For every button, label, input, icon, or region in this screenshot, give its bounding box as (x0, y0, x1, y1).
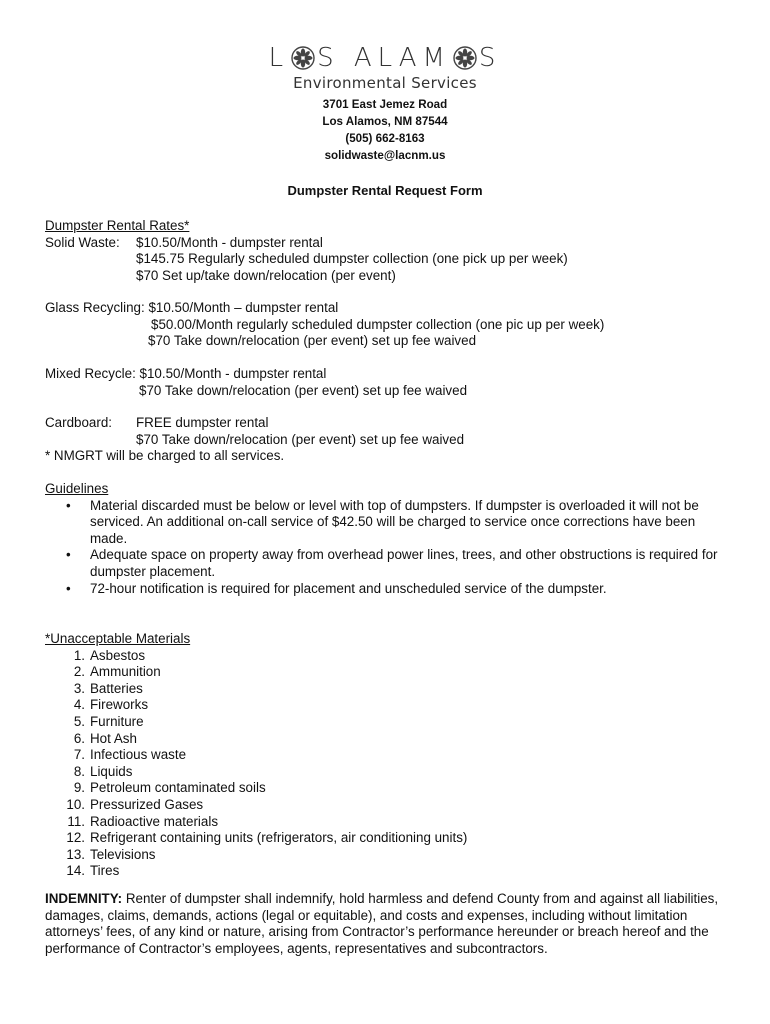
indemnity-section (45, 891, 735, 957)
address-email: solidwaste@lacnm.us (324, 149, 446, 162)
bullet-icon: • (66, 547, 71, 563)
cardboard-rate-2: $70 Take down/relocation (per event) set up fee waived (136, 431, 465, 447)
material-number: 14. (66, 863, 85, 879)
materials-section (45, 631, 735, 880)
material-item (45, 830, 735, 847)
glass-label: Glass Recycling: (45, 300, 145, 315)
logo-text-left: L (268, 43, 290, 73)
indemnity-text: Renter of dumpster shall indemnify, hold harmless and defend County from and against all liabilities, damages, claims, demands, actions (legal or equitable), and costs and expenses, including without limitation attorneys’ fees, of any kind or nature, arising from Contractor’s performance hereunder or breach hereof and the performance of Contractor’s employees, agents, representatives and subcontractors. (45, 891, 719, 956)
material-text: Tires (90, 863, 120, 879)
logo-text-mid: S ALAM (317, 43, 451, 73)
material-text: Furniture (90, 713, 144, 729)
glass-row (45, 300, 735, 317)
cardboard-rate-1: FREE dumpster rental (136, 415, 269, 430)
logo (0, 43, 770, 93)
logo-leaf-o-icon (453, 46, 477, 70)
material-number: 5. (73, 713, 85, 729)
material-text: Ammunition (90, 664, 161, 680)
mixed-section (45, 366, 735, 399)
mixed-label: Mixed Recycle: (45, 366, 136, 381)
address-block (0, 96, 770, 164)
material-number: 10. (66, 796, 85, 812)
material-text: Batteries (90, 680, 143, 696)
material-number: 12. (66, 830, 85, 846)
logo-text-right: S (478, 43, 502, 73)
material-text: Asbestos (90, 647, 146, 663)
material-item (45, 747, 735, 764)
solid-waste-rate-3: $70 Set up/take down/relocation (per event) (136, 267, 396, 283)
glass-rate-2: $50.00/Month regularly scheduled dumpster collection (one pic up per week) (151, 316, 605, 332)
material-number: 13. (66, 846, 85, 862)
material-text: Liquids (90, 763, 133, 779)
guidelines-heading: Guidelines (45, 481, 109, 496)
material-item (45, 814, 735, 831)
material-number: 6. (73, 730, 85, 746)
material-number: 4. (73, 697, 85, 713)
material-item (45, 681, 735, 698)
material-number: 1. (73, 647, 85, 663)
mixed-rate-2: $70 Take down/relocation (per event) set up fee waived (139, 382, 468, 398)
cardboard-section (45, 415, 735, 465)
address-street: 3701 East Jemez Road (322, 98, 448, 111)
material-number: 7. (73, 747, 85, 763)
solid-waste-rate-1: $10.50/Month - dumpster rental (136, 234, 323, 250)
material-item (45, 697, 735, 714)
material-item (45, 797, 735, 814)
material-item (45, 764, 735, 781)
indemnity-label: INDEMNITY: (45, 891, 123, 906)
material-text: Pressurized Gases (90, 796, 204, 812)
rates-heading: Dumpster Rental Rates* (45, 218, 190, 233)
logo-subtitle: Environmental Services (293, 74, 477, 92)
cardboard-label: Cardboard: (45, 415, 112, 430)
material-text: Refrigerant containing units (refrigerators, air conditioning units) (90, 830, 468, 846)
address-phone: (505) 662-8163 (345, 132, 425, 145)
material-text: Radioactive materials (90, 813, 219, 829)
material-number: 11. (67, 813, 85, 829)
material-number: 3. (73, 680, 85, 696)
guideline-item (45, 547, 735, 580)
cardboard-row (45, 415, 735, 432)
material-number: 2. (73, 664, 85, 680)
bullet-icon: • (66, 497, 71, 513)
material-item (45, 664, 735, 681)
materials-list (45, 648, 735, 880)
glass-rate-3: $70 Take down/relocation (per event) set up fee waived (148, 333, 477, 349)
mixed-row (45, 366, 735, 383)
guideline-item (45, 498, 735, 548)
glass-section (45, 300, 735, 350)
material-item (45, 847, 735, 864)
solid-waste-label: Solid Waste: (45, 234, 120, 250)
material-item (45, 863, 735, 880)
bullet-icon: • (66, 580, 71, 596)
glass-rate-1: $10.50/Month – dumpster rental (148, 300, 339, 315)
material-text: Infectious waste (90, 747, 187, 763)
material-item (45, 648, 735, 665)
tax-note: * NMGRT will be charged to all services. (45, 448, 285, 464)
rates-section (45, 218, 735, 284)
material-item (45, 714, 735, 731)
logo-leaf-o-icon (291, 46, 315, 70)
guidelines-section (45, 481, 735, 597)
guideline-text: Material discarded must be below or level with top of dumpsters. If dumpster is overloaded it will not be serviced. An additional on-call service of $42.50 will be charged to service once corrections have been made. (90, 497, 699, 546)
mixed-rate-1: $10.50/Month - dumpster rental (139, 366, 327, 381)
material-number: 8. (73, 763, 85, 779)
logo-wordmark (269, 43, 502, 73)
solid-waste-rate-2: $145.75 Regularly scheduled dumpster collection (one pick up per week) (136, 251, 568, 267)
address-city: Los Alamos, NM 87544 (322, 115, 448, 128)
guideline-text: Adequate space on property away from overhead power lines, trees, and other obstructions is required for dumpster placement. (90, 547, 718, 579)
material-item (45, 731, 735, 748)
material-text: Hot Ash (90, 730, 137, 746)
materials-heading: *Unacceptable Materials (45, 631, 191, 646)
guideline-text: 72-hour notification is required for placement and unscheduled service of the dumpster. (90, 580, 607, 596)
material-text: Petroleum contaminated soils (90, 780, 266, 796)
material-text: Televisions (90, 846, 156, 862)
solid-waste-row (45, 235, 735, 252)
guideline-item (45, 581, 735, 598)
material-item (45, 780, 735, 797)
form-title: Dumpster Rental Request Form (287, 183, 483, 198)
guidelines-list (45, 498, 735, 598)
material-number: 9. (73, 780, 85, 796)
material-text: Fireworks (90, 697, 149, 713)
